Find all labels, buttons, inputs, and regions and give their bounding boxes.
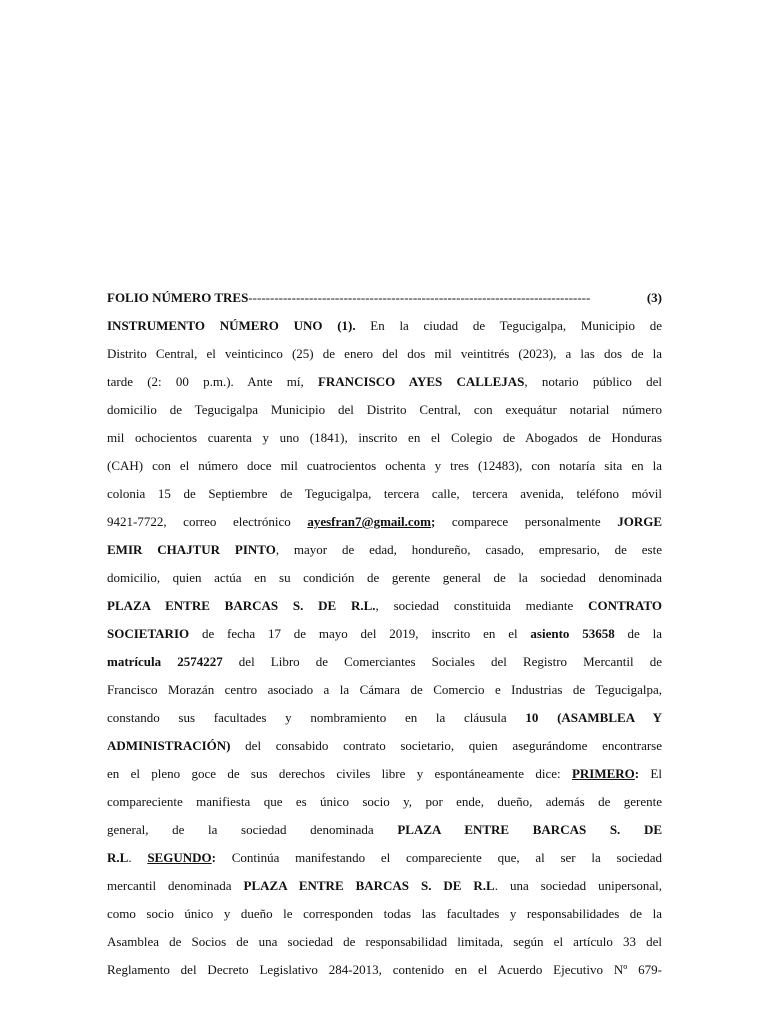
text-run: Continúa manifestando el compareciente que, al ser la sociedad [215,850,662,865]
text-run: como socio único y dueño le corresponden todas las facultades y responsabilidades de la [107,906,662,921]
text-run: compareciente manifiesta que es único socio y, por ende, dueño, además de gerente [107,794,662,809]
text-run: Francisco Morazán centro asociado a la Cámara de Comercio e Industrias de Tegucigalpa, [107,682,662,697]
text-run: tarde (2: 00 p.m.). Ante mí, [107,374,318,389]
document-line [107,620,662,648]
text-run: , notario público del [524,374,662,389]
document-line [107,312,662,340]
bold-text[interactable]: ayesfran7@gmail.com [307,514,431,529]
document-line [107,340,662,368]
bold-text: ADMINISTRACIÓN) [107,738,231,753]
bold-text: R.L [107,850,129,865]
text-run: mil ochocientos cuarenta y uno (1841), inscrito en el Colegio de Abogados de Honduras [107,430,662,445]
document-line [107,396,662,424]
text-run: . [128,850,148,865]
text-run: general, de la sociedad denominada [107,822,398,837]
text-run: del Libro de Comerciantes Sociales del Registro Mercantil de [222,654,662,669]
bold-text: PRIMERO [571,766,635,781]
bold-text: SEGUNDO [147,850,212,865]
text-run: comparece personalmente [435,514,618,529]
bold-text: asiento 53658 [530,626,615,641]
text-run: . una sociedad unipersonal, [494,878,662,893]
document-line [107,676,662,704]
document-line [107,424,662,452]
document-line [107,872,662,900]
document-line [107,788,662,816]
document-line [107,536,662,564]
text-run: domicilio, quien actúa en su condición de gerente general de la sociedad denominada [107,570,662,585]
document-line [107,956,662,984]
bold-text: EMIR CHAJTUR PINTO [107,542,276,557]
document-line [107,732,662,760]
text-run: de fecha 17 de mayo del 2019, inscrito en el [189,626,531,641]
bold-text: PLAZA ENTRE BARCAS S. DE R.L. [107,598,376,613]
folio-number: (3) [646,290,662,305]
text-run: , mayor de edad, hondureño, casado, empresario, de este [275,542,662,557]
text-run: del consabido contrato societario, quien asegurándome encontrarse [230,738,662,753]
document-line [107,452,662,480]
document-line [107,900,662,928]
document-line [107,760,662,788]
document-line [107,564,662,592]
text-run: colonia 15 de Septiembre de Tegucigalpa, tercera calle, tercera avenida, teléfono móvil [107,486,662,501]
text-run: , sociedad constituida mediante [375,598,589,613]
document-line [107,508,662,536]
text-run: domicilio de Tegucigalpa Municipio del Distrito Central, con exequátur notarial número [107,402,662,417]
text-run: 9421-7722, correo electrónico [107,514,308,529]
text-run: (CAH) con el número doce mil cuatrocientos ochenta y tres (12483), con notaría sita en la [107,458,662,473]
bold-text: matrícula 2574227 [107,654,223,669]
bold-text: 10 (ASAMBLEA Y [525,710,662,725]
document-line [107,368,662,396]
text-run: constando sus facultades y nombramiento en la cláusula [107,710,526,725]
document-line [107,928,662,956]
bold-text: JORGE [617,514,662,529]
document-line [107,480,662,508]
text-run: Distrito Central, el veinticinco (25) de enero del dos mil veintitrés (2023), a las dos de la [107,346,662,361]
folio-header [107,284,662,312]
text-run: mercantil denominada [107,878,244,893]
document-line [107,592,662,620]
bold-text: PLAZA ENTRE BARCAS S. DE R.L [243,878,495,893]
document-body [107,284,662,984]
text-run: Reglamento del Decreto Legislativo 284-2013, contenido en el Acuerdo Ejecutivo Nº 679- [107,962,662,977]
text-run: Asamblea de Socios de una sociedad de responsabilidad limitada, según el artículo 33 del [107,934,662,949]
folio-title: FOLIO NÚMERO TRES [107,290,249,305]
bold-text: CONTRATO [588,598,662,613]
text-run: El [639,766,662,781]
text-run: en el pleno goce de sus derechos civiles libre y espontáneamente dice: [107,766,572,781]
document-line [107,816,662,844]
folio-dashes: ------------------------------------------------------------------------------- [248,290,591,305]
document-line [107,648,662,676]
bold-text: : [211,850,216,865]
text-run: de la [614,626,662,641]
bold-text: FRANCISCO AYES CALLEJAS [317,374,525,389]
document-line [107,704,662,732]
document-line [107,844,662,872]
bold-text: INSTRUMENTO NÚMERO UNO (1). [107,318,356,333]
bold-text: SOCIETARIO [107,626,190,641]
text-run: En la ciudad de Tegucigalpa, Municipio de [355,318,662,333]
bold-text: PLAZA ENTRE BARCAS S. DE [397,822,662,837]
bold-text: ; [430,514,436,529]
bold-text: : [634,766,640,781]
